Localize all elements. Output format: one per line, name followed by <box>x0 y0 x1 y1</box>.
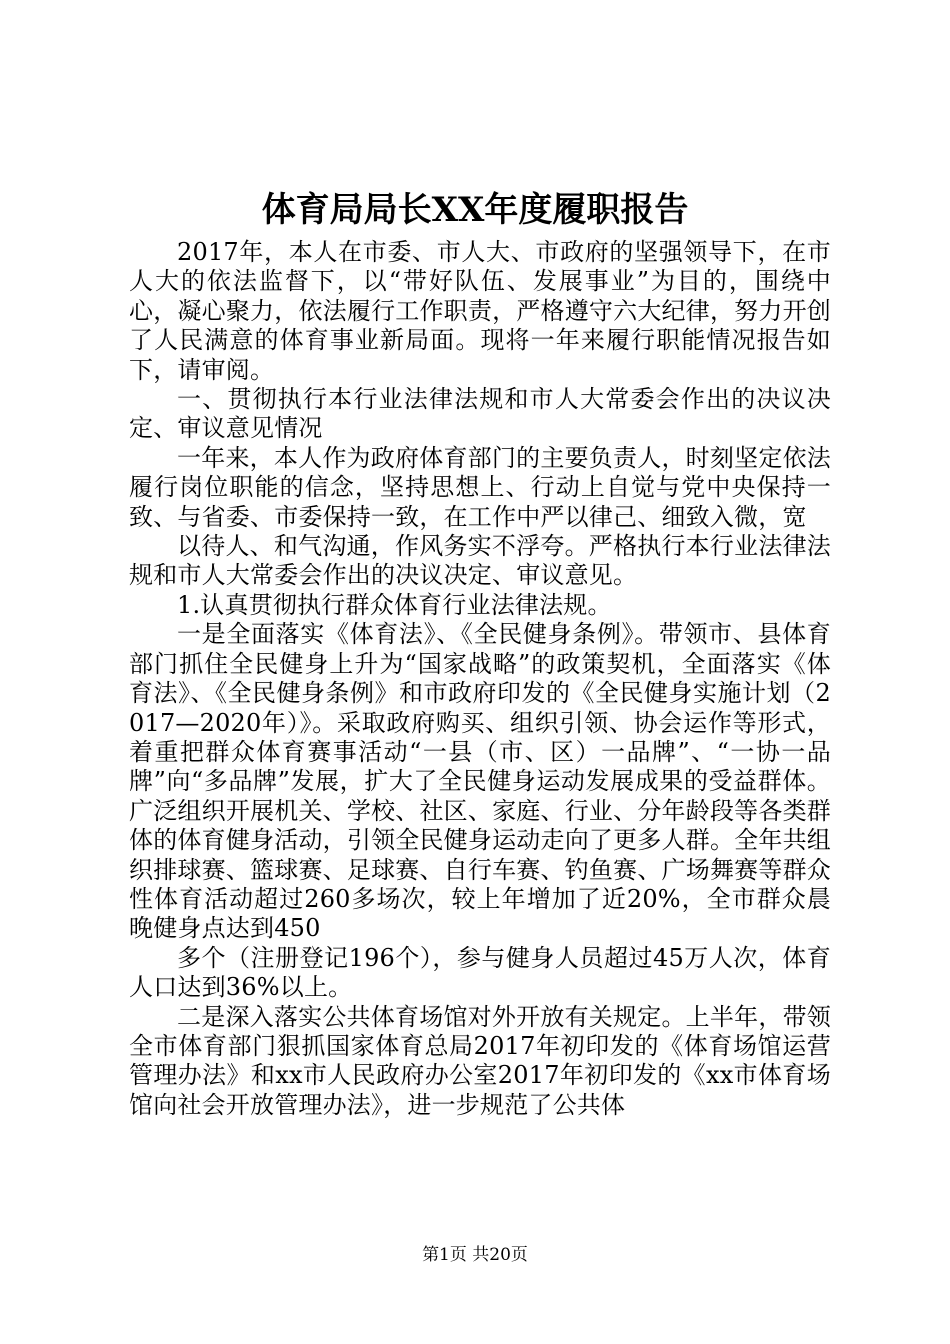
section-heading-1: 一、贯彻执行本行业法律法规和市人大常委会作出的决议决定、审议意见情况 <box>129 385 831 443</box>
page-footer: 第1页 共20页 <box>422 1245 528 1265</box>
paragraph-intro: 2017年，本人在市委、市人大、市政府的坚强领导下，在市人大的依法监督下，以“带好队伍、发展事业”为目的，围绕中心，凝心聚力，依法履行工作职责，严格遵守六大纪律，努力开创了人民满意的体育事业新局面。现将一年来履行职能情况报告如下，请审阅。 <box>129 238 831 384</box>
document-title: 体育局局长XX年度履职报告 <box>261 190 689 230</box>
subheading-1-1: 1.认真贯彻执行群众体育行业法律法规。 <box>177 590 612 619</box>
paragraph-item-1: 一是全面落实《体育法》、《全民健身条例》。带领市、县体育部门抓住全民健身上升为“国家战略”的政策契机，全面落实《体育法》、《全民健身条例》和市政府印发的《全民健身实施计划（2017—2020年）》。采取政府购买、组织引领、协会运作等形式，着重把群众体育赛事活动“一县（市、区）一品牌”、“一协一品牌”向“多品牌”发展，扩大了全民健身运动发展成果的受益群体。广泛组织开展机关、学校、社区、家庭、行业、分年龄段等各类群体的体育健身活动，引领全民健身运动走向了更多人群。全年共组织排球赛、篮球赛、足球赛、自行车赛、钓鱼赛、广场舞赛等群众性体育活动超过260多场次，较上年增加了近20%，全市群众晨晚健身点达到450 <box>129 620 831 943</box>
paragraph-item-1-continued: 多个（注册登记196个），参与健身人员超过45万人次，体育人口达到36%以上。 <box>129 943 831 1002</box>
paragraph-section-1-a: 一年来，本人作为政府体育部门的主要负责人，时刻坚定依法履行岗位职能的信念，坚持思想上、行动上自觉与党中央保持一致、与省委、市委保持一致，在工作中严以律己、细致入微，宽 <box>129 443 831 531</box>
paragraph-item-2: 二是深入落实公共体育场馆对外开放有关规定。上半年，带领全市体育部门狠抓国家体育总局2017年初印发的《体育场馆运营管理办法》和xx市人民政府办公室2017年初印发的《xx市体育场馆向社会开放管理办法》，进一步规范了公共体 <box>129 1002 831 1119</box>
document-body <box>129 238 831 1120</box>
paragraph-section-1-b: 以待人、和气沟通，作风务实不浮夸。严格执行本行业法律法规和市人大常委会作出的决议决定、审议意见。 <box>129 532 831 590</box>
